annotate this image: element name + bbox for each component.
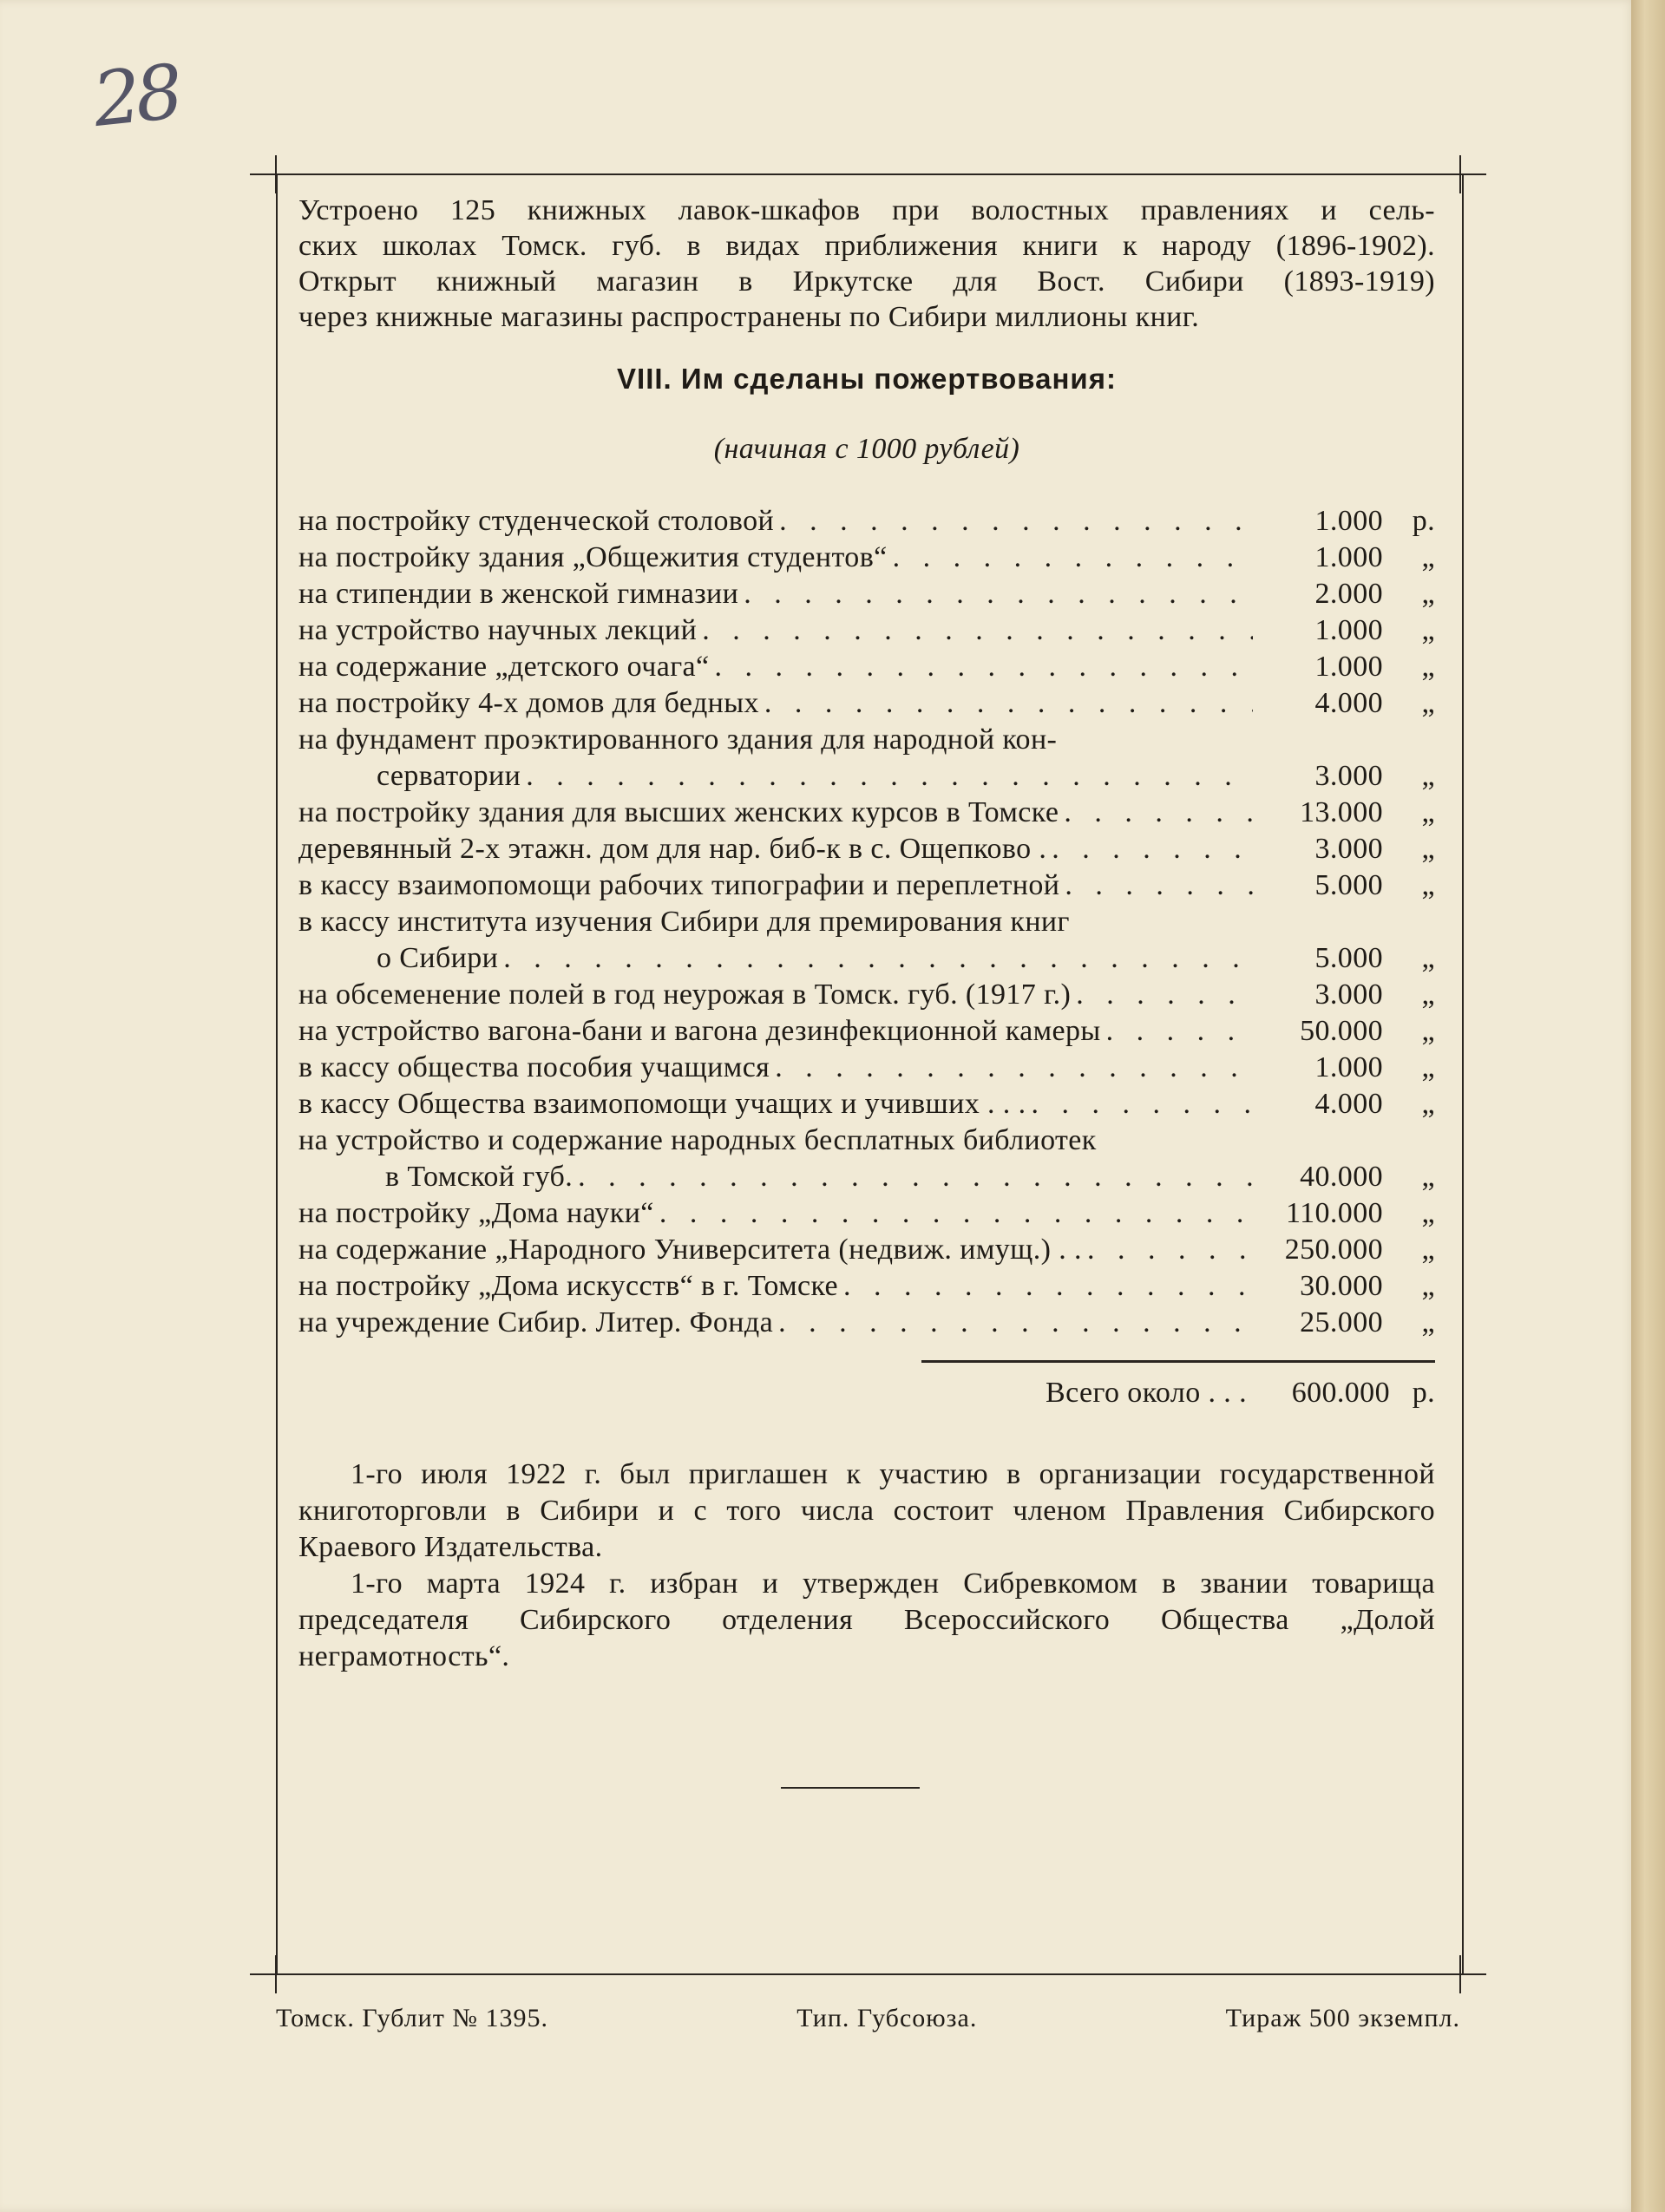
donation-row xyxy=(298,685,1435,722)
folio-number: 28 xyxy=(88,49,182,145)
section-subtitle: (начиная с 1000 рублей) xyxy=(713,433,1020,465)
donation-text: на постройку здания для высших женских курсов в Томске xyxy=(298,796,1059,828)
donation-row xyxy=(298,940,1435,977)
donation-amount: 50.000 xyxy=(1300,1015,1383,1047)
page-content xyxy=(298,193,1435,1675)
imprint-censor: Томск. Гублит № 1395. xyxy=(276,2004,548,2032)
donation-text: в кассу Общества взаимопомощи учащих и учивших . . . xyxy=(298,1088,1026,1120)
donation-amount: 1.000 xyxy=(1314,651,1383,683)
donation-amount: 2.000 xyxy=(1314,578,1383,610)
donation-text: на обсеменение полей в год неурожая в Томск. губ. (1917 г.) xyxy=(298,978,1072,1011)
donation-row xyxy=(298,1232,1435,1268)
donation-unit: „ xyxy=(1421,760,1435,792)
donation-row xyxy=(298,904,1435,940)
donation-row xyxy=(298,612,1435,649)
total-rule xyxy=(921,1360,1435,1363)
total-label: Всего около . . . xyxy=(1046,1377,1247,1409)
donation-row xyxy=(298,1013,1435,1050)
section-title: VIII. Им сделаны пожертвования: xyxy=(617,363,1117,395)
donation-unit: „ xyxy=(1421,541,1435,573)
donation-unit: „ xyxy=(1421,833,1435,865)
donation-text: в Томской губ. xyxy=(385,1161,574,1193)
donation-text: на постройку „Дома искусств“ в г. Томске xyxy=(298,1270,839,1302)
donation-row xyxy=(298,831,1435,867)
donation-text: в кассу общества пособия учащимся xyxy=(298,1051,770,1083)
donation-text: в кассу взаимопомощи рабочих типографии и переплетной xyxy=(298,869,1060,901)
donation-row xyxy=(298,758,1435,795)
donation-text: деревянный 2-х этажн. дом для нар. биб-к в с. Ощепково . xyxy=(298,833,1047,865)
donation-amount: 110.000 xyxy=(1285,1197,1383,1229)
donation-unit: „ xyxy=(1421,1197,1435,1229)
donation-text: на содержание „Народного Университета (недвиж. имущ.) . . xyxy=(298,1234,1082,1266)
donation-amount: 3.000 xyxy=(1314,760,1383,792)
donations-list xyxy=(298,503,1435,1341)
donation-text: на содержание „детского очага“ xyxy=(298,651,710,683)
corner-ornament-top-right xyxy=(1441,155,1479,193)
donation-row xyxy=(298,649,1435,685)
donation-row xyxy=(298,1195,1435,1232)
donation-amount: 13.000 xyxy=(1300,796,1383,828)
donation-amount: 5.000 xyxy=(1314,942,1383,974)
corner-ornament-bottom-left xyxy=(257,1955,295,1993)
donation-unit: „ xyxy=(1421,1306,1435,1338)
donation-unit: „ xyxy=(1421,978,1435,1011)
donation-unit: „ xyxy=(1421,1234,1435,1266)
donation-unit: р. xyxy=(1412,505,1435,537)
frame-top-rule xyxy=(250,173,1486,175)
donation-text: на стипендии в женской гимназии xyxy=(298,578,739,610)
donation-amount: 1.000 xyxy=(1314,1051,1383,1083)
donation-row xyxy=(298,540,1435,576)
closing-paragraph: 1-го июля 1922 г. был приглашен к участию в организации государственной книготорговли в Сибири и с того числа состоит членом Правления Сибирского Краевого Издательства. xyxy=(298,1458,1435,1563)
donation-text: на постройку 4-х домов для бедных xyxy=(298,687,759,719)
donation-row xyxy=(298,1268,1435,1305)
donation-amount: 5.000 xyxy=(1314,869,1383,901)
donation-amount: 4.000 xyxy=(1314,1088,1383,1120)
donation-row xyxy=(298,576,1435,612)
donation-text: на устройство научных лекций xyxy=(298,614,698,646)
donation-amount: 4.000 xyxy=(1314,687,1383,719)
closing-paragraph: 1-го марта 1924 г. избран и утвержден Сибревкомом в звании товарища председателя Сибирского отделения Всероссийского Общества „Долой неграмотность“. xyxy=(298,1567,1435,1672)
donation-row xyxy=(298,1086,1435,1122)
donation-unit: „ xyxy=(1421,1051,1435,1083)
donation-unit: „ xyxy=(1421,1270,1435,1302)
donation-amount: 3.000 xyxy=(1314,833,1383,865)
donation-row xyxy=(298,977,1435,1013)
donation-row xyxy=(298,1305,1435,1341)
donation-amount: 250.000 xyxy=(1284,1234,1383,1266)
intro-line: через книжные магазины распространены по Сибири миллионы книг. xyxy=(298,301,1200,333)
donation-amount: 1.000 xyxy=(1314,541,1383,573)
donation-row xyxy=(298,722,1435,758)
donation-unit: „ xyxy=(1421,796,1435,828)
donation-unit: „ xyxy=(1421,1015,1435,1047)
donation-amount: 40.000 xyxy=(1300,1161,1383,1193)
end-rule xyxy=(781,1787,920,1789)
donation-unit: „ xyxy=(1421,869,1435,901)
donation-row xyxy=(298,1122,1435,1159)
donation-text: на постройку здания „Общежития студентов“ xyxy=(298,541,888,573)
donation-amount: 3.000 xyxy=(1314,978,1383,1011)
frame-bottom-rule xyxy=(250,1973,1486,1975)
donation-text: на постройку „Дома науки“ xyxy=(298,1197,654,1229)
corner-ornament-top-left xyxy=(257,155,295,193)
donation-unit: „ xyxy=(1421,1088,1435,1120)
donation-amount: 25.000 xyxy=(1300,1306,1383,1338)
closing-paragraphs xyxy=(298,1456,1435,1675)
donation-row xyxy=(298,867,1435,904)
imprint-print-run: Тираж 500 экземпл. xyxy=(1225,2004,1460,2032)
donation-amount: 30.000 xyxy=(1300,1270,1383,1302)
donation-text: серватории xyxy=(377,760,521,792)
corner-ornament-bottom-right xyxy=(1441,1955,1479,1993)
donation-row xyxy=(298,1050,1435,1086)
donation-text: на фундамент проэктированного здания для народной кон- xyxy=(298,723,1058,756)
donation-unit: „ xyxy=(1421,614,1435,646)
donation-text: на устройство и содержание народных бесплатных библиотек xyxy=(298,1124,1097,1156)
page-edge xyxy=(1631,0,1665,2212)
total-unit: р. xyxy=(1412,1377,1435,1409)
imprint-printer: Тип. Губсоюза. xyxy=(796,2004,978,2032)
donation-row xyxy=(298,1159,1435,1195)
donation-amount: 1.000 xyxy=(1314,505,1383,537)
intro-line: Устроено 125 книжных лавок-шкафов при волостных правлениях и сель- xyxy=(298,194,1435,226)
donation-text: на постройку студенческой столовой xyxy=(298,505,775,537)
donation-unit: „ xyxy=(1421,578,1435,610)
donation-unit: „ xyxy=(1421,687,1435,719)
intro-paragraph xyxy=(298,193,1435,335)
imprint-line xyxy=(276,2004,1460,2033)
donation-unit: „ xyxy=(1421,1161,1435,1193)
total-amount: 600.000 xyxy=(1291,1377,1390,1409)
total-row xyxy=(298,1375,1435,1411)
intro-line: Открыт книжный магазин в Иркутске для Вост. Сибири (1893-1919) xyxy=(298,265,1435,298)
donation-amount: 1.000 xyxy=(1314,614,1383,646)
donation-unit: „ xyxy=(1421,942,1435,974)
intro-line: ских школах Томск. губ. в видах приближения книги к народу (1896-1902). xyxy=(298,230,1435,262)
donation-text: в кассу института изучения Сибири для премирования книг xyxy=(298,906,1070,938)
donation-unit: „ xyxy=(1421,651,1435,683)
donation-text: на устройство вагона-бани и вагона дезинфекционной камеры xyxy=(298,1015,1101,1047)
donation-text: на учреждение Сибир. Литер. Фонда xyxy=(298,1306,774,1338)
donation-row xyxy=(298,503,1435,540)
donation-text: о Сибири xyxy=(377,942,499,974)
donation-row xyxy=(298,795,1435,831)
